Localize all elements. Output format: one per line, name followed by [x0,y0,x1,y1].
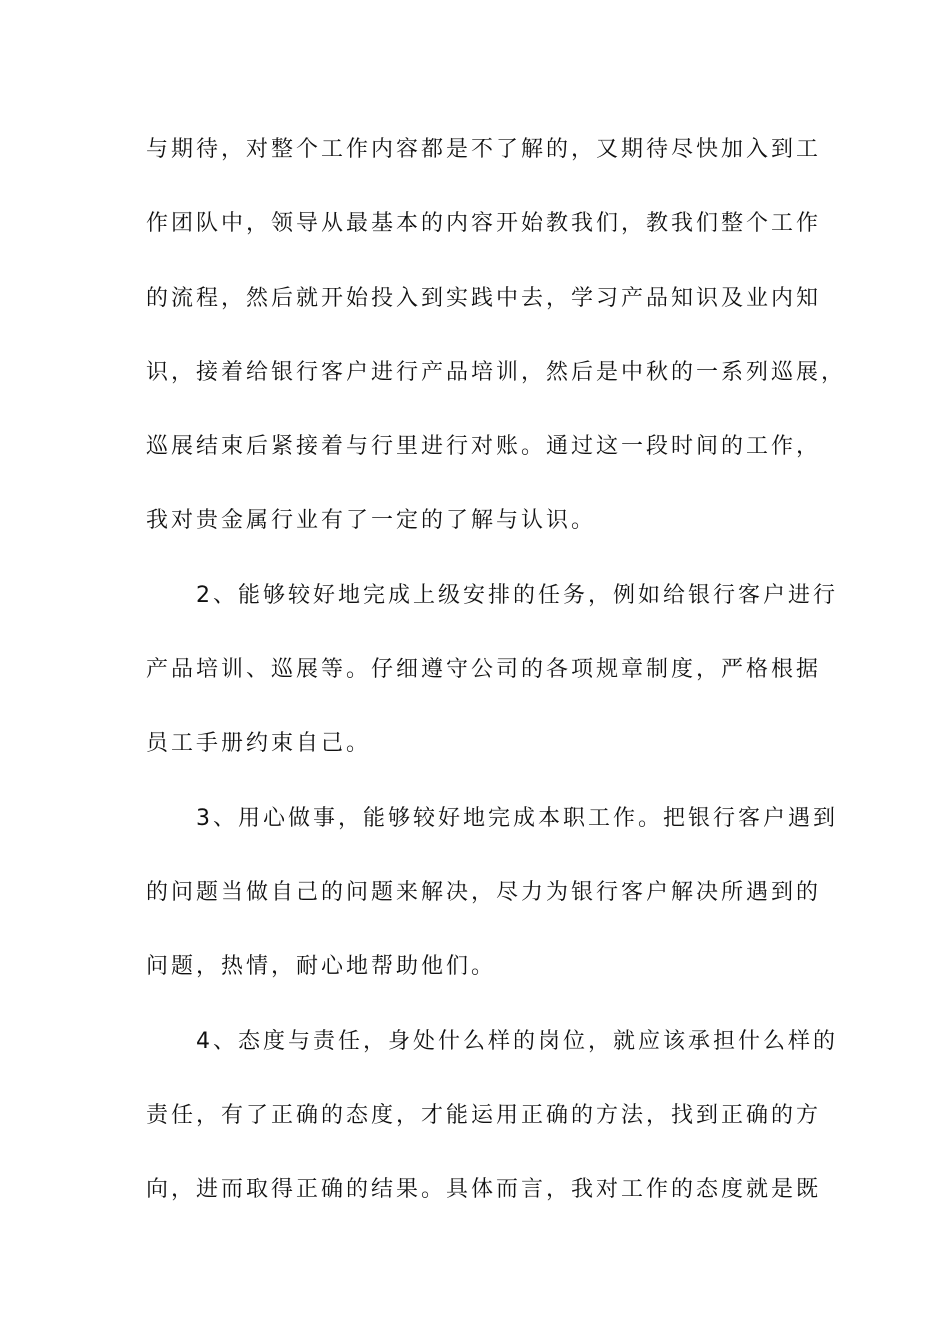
text-line: 识，接着给银行客户进行产品培训，然后是中秋的一系列巡展， [146,359,847,385]
paragraph-2-line: 2、能够较好地完成上级安排的任务，例如给银行客户进行 [146,582,838,608]
text-line: 的问题当做自己的问题来解决，尽力为银行客户解决所遇到的 [146,879,822,905]
text-line: 我对贵金属行业有了一定的了解与认识。 [146,508,597,534]
text-line: 问题，热情，耐心地帮助他们。 [146,954,497,980]
text-line: 巡展结束后紧接着与行里进行对账。通过这一段时间的工作， [146,434,822,460]
text-line: 作团队中，领导从最基本的内容开始教我们，教我们整个工作 [146,211,822,237]
text-line: 产品培训、巡展等。仔细遵守公司的各项规章制度，严格根据 [146,657,822,683]
text-line: 与期待，对整个工作内容都是不了解的，又期待尽快加入到工 [146,137,822,162]
text-line: 员工手册约束自己。 [146,731,372,757]
text-line: 向，进而取得正确的结果。具体而言，我对工作的态度就是既 [146,1177,822,1203]
text-line: 责任，有了正确的态度，才能运用正确的方法，找到正确的方 [146,1102,822,1128]
document-body [146,130,847,1244]
paragraph-3-line: 3、用心做事，能够较好地完成本职工作。把银行客户遇到 [146,805,838,831]
paragraph-4-line: 4、态度与责任，身处什么样的岗位，就应该承担什么样的 [146,1028,838,1054]
text-line: 的流程，然后就开始投入到实践中去，学习产品知识及业内知 [146,285,822,311]
